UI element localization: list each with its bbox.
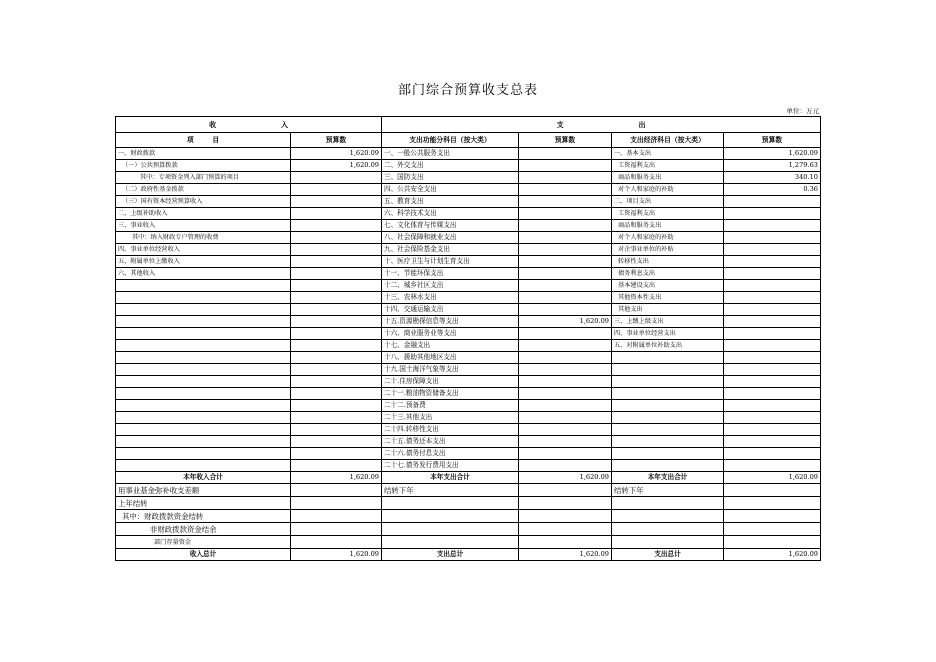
grand-total-row [116, 549, 821, 561]
carry-income-cell: 用事业基金弥补收支差额 [116, 484, 291, 497]
func-item-cell: 十五.资源勘探信息等支出 [382, 316, 519, 328]
func-item-cell: 二十二.预备费 [382, 400, 519, 412]
func-amount-cell [519, 400, 612, 412]
econ-item-cell: 对企事业单位的补贴 [612, 244, 724, 256]
econ-amount-cell [724, 304, 821, 316]
income-amount-cell [291, 196, 382, 208]
econ-amount-cell [724, 196, 821, 208]
item-header-char1: 项 [186, 135, 194, 144]
func-item-cell: 七、文化体育与传媒支出 [382, 220, 519, 232]
income-amount-cell [291, 460, 382, 472]
year-total-row [116, 472, 821, 484]
func-item-cell: 十七、金融支出 [382, 340, 519, 352]
income-header-char2: 入 [280, 120, 288, 129]
func-item-cell: 十九.国土海洋气象等支出 [382, 364, 519, 376]
income-amount-cell [291, 364, 382, 376]
header-row-1 [116, 117, 821, 133]
table-row [116, 304, 821, 316]
table-row [116, 400, 821, 412]
table-row [116, 316, 821, 328]
carry-econ-amount [724, 510, 821, 523]
carry-income-cell: 部门存量资金 [116, 536, 291, 549]
carry-row [116, 484, 821, 497]
func-item-cell: 二十七.债务发行费用支出 [382, 460, 519, 472]
func-item-cell: 二十三.其他支出 [382, 412, 519, 424]
econ-amount-cell [724, 232, 821, 244]
carry-econ-cell [612, 497, 724, 510]
table-row [116, 244, 821, 256]
econ-item-cell: 基本建设支出 [612, 280, 724, 292]
income-amount-cell [291, 400, 382, 412]
income-item-cell [116, 364, 291, 376]
table-row [116, 448, 821, 460]
income-item-cell [116, 448, 291, 460]
income-amount-cell [291, 352, 382, 364]
econ-amount-cell [724, 448, 821, 460]
func-item-cell: 二十.住房保障支出 [382, 376, 519, 388]
func-item-cell: 二十一.粮油物资储备支出 [382, 388, 519, 400]
income-amount-cell [291, 256, 382, 268]
econ-item-cell: 对个人和家庭的补助 [612, 184, 724, 196]
carry-row [116, 510, 821, 523]
econ-amount-cell: 0.36 [724, 184, 821, 196]
income-item-cell: 六、其他收入 [116, 268, 291, 280]
income-item-cell [116, 280, 291, 292]
econ-item-cell [612, 352, 724, 364]
func-amount-cell [519, 160, 612, 172]
econ-item-cell: 三、上缴上级支出 [612, 316, 724, 328]
econ-budget-header: 预算数 [724, 133, 821, 148]
year-total-func-amt: 1,620.09 [519, 472, 612, 484]
income-amount-cell [291, 448, 382, 460]
table-row [116, 172, 821, 184]
func-item-cell: 十二、城乡社区支出 [382, 280, 519, 292]
econ-item-cell [612, 436, 724, 448]
table-row [116, 388, 821, 400]
table-row [116, 340, 821, 352]
carry-row [116, 497, 821, 510]
income-amount-cell: 1,620.09 [291, 148, 382, 160]
econ-item-cell: 其他资本性支出 [612, 292, 724, 304]
grand-total-inc-label: 收入总计 [116, 549, 291, 561]
econ-amount-cell [724, 316, 821, 328]
income-item-cell: 四、事业单位经营收入 [116, 244, 291, 256]
income-item-cell [116, 304, 291, 316]
income-budget-header: 预算数 [291, 133, 382, 148]
carry-income-amount [291, 484, 382, 497]
table-row [116, 436, 821, 448]
income-amount-cell [291, 412, 382, 424]
table-row [116, 460, 821, 472]
func-item-cell: 三、国防支出 [382, 172, 519, 184]
income-amount-cell [291, 232, 382, 244]
table-row [116, 376, 821, 388]
carry-func-amount [519, 484, 612, 497]
func-amount-cell [519, 208, 612, 220]
carry-income-amount [291, 536, 382, 549]
budget-summary-table [115, 116, 821, 561]
func-amount-cell [519, 388, 612, 400]
income-item-cell [116, 340, 291, 352]
func-item-cell: 四、公共安全支出 [382, 184, 519, 196]
econ-amount-cell [724, 328, 821, 340]
year-total-econ-label: 本年支出合计 [612, 472, 724, 484]
grand-total-func-label: 支出总计 [382, 549, 519, 561]
income-amount-cell [291, 436, 382, 448]
expense-header-char2: 出 [638, 120, 646, 129]
table-row [116, 328, 821, 340]
carry-econ-amount [724, 484, 821, 497]
func-item-cell: 五、教育支出 [382, 196, 519, 208]
econ-amount-cell [724, 412, 821, 424]
table-row [116, 292, 821, 304]
table-row [116, 184, 821, 196]
income-amount-cell [291, 340, 382, 352]
econ-amount-cell [724, 400, 821, 412]
table-row [116, 208, 821, 220]
income-item-cell: 一、财政拨款 [116, 148, 291, 160]
carry-func-cell [382, 497, 519, 510]
econ-amount-cell [724, 388, 821, 400]
income-item-cell: 其中：专项资金列入部门预算的项目 [116, 172, 291, 184]
econ-amount-cell [724, 268, 821, 280]
unit-label: 单位：万元 [786, 107, 819, 115]
func-amount-cell [519, 184, 612, 196]
table-row [116, 256, 821, 268]
income-amount-cell [291, 184, 382, 196]
func-budget-header: 预算数 [519, 133, 612, 148]
income-amount-cell [291, 220, 382, 232]
grand-total-econ-amt: 1,620.09 [724, 549, 821, 561]
func-amount-cell [519, 460, 612, 472]
econ-amount-cell [724, 424, 821, 436]
income-item-cell [116, 412, 291, 424]
income-amount-cell [291, 292, 382, 304]
income-amount-cell [291, 388, 382, 400]
func-amount-cell [519, 232, 612, 244]
econ-item-cell: 对个人和家庭的补助 [612, 232, 724, 244]
income-item-cell [116, 424, 291, 436]
econ-item-cell [612, 424, 724, 436]
func-amount-cell [519, 364, 612, 376]
grand-total-inc-amt: 1,620.09 [291, 549, 382, 561]
func-item-cell: 八、社会保障和就业支出 [382, 232, 519, 244]
table-row [116, 412, 821, 424]
func-item-cell: 二十四.转移性支出 [382, 424, 519, 436]
table-row [116, 148, 821, 160]
year-total-econ-amt: 1,620.09 [724, 472, 821, 484]
econ-item-cell [612, 412, 724, 424]
econ-amount-cell: 1,279.63 [724, 160, 821, 172]
income-item-cell: 其中：纳入财政专户管理的收费 [116, 232, 291, 244]
carry-econ-cell [612, 510, 724, 523]
table-row [116, 232, 821, 244]
func-class-header: 支出功能分科目（按大类） [382, 133, 519, 148]
econ-item-cell [612, 460, 724, 472]
carry-econ-amount [724, 523, 821, 536]
income-item-cell: （二）政府性基金拨款 [116, 184, 291, 196]
grand-total-econ-label: 支出总计 [612, 549, 724, 561]
func-amount-cell [519, 304, 612, 316]
carry-func-amount [519, 510, 612, 523]
income-amount-cell [291, 316, 382, 328]
econ-item-cell: 二、项目支出 [612, 196, 724, 208]
econ-amount-cell [724, 256, 821, 268]
page-title: 部门综合预算收支总表 [397, 83, 538, 98]
table-row [116, 352, 821, 364]
grand-total-func-amt: 1,620.09 [519, 549, 612, 561]
econ-item-cell: 一、基本支出 [612, 148, 724, 160]
income-item-cell [116, 436, 291, 448]
econ-amount-cell [724, 220, 821, 232]
econ-item-cell [612, 400, 724, 412]
econ-item-cell: 工资福利支出 [612, 208, 724, 220]
econ-amount-cell: 340.10 [724, 172, 821, 184]
func-amount-cell [519, 328, 612, 340]
econ-amount-cell [724, 208, 821, 220]
income-amount-cell [291, 376, 382, 388]
econ-amount-cell [724, 352, 821, 364]
item-column-header [116, 133, 291, 148]
func-amount-cell [519, 172, 612, 184]
income-amount-cell [291, 268, 382, 280]
func-item-cell: 二十五.债务还本支出 [382, 436, 519, 448]
econ-item-cell [612, 388, 724, 400]
func-amount-cell [519, 268, 612, 280]
econ-item-cell: 五、对附属单位补助支出 [612, 340, 724, 352]
econ-item-cell: 商品和服务支出 [612, 172, 724, 184]
func-amount-cell [519, 412, 612, 424]
carry-income-cell: 其中：财政拨款资金结转 [116, 510, 291, 523]
carry-econ-cell: 结转下年 [612, 484, 724, 497]
econ-class-header: 支出经济科目（按大类） [612, 133, 724, 148]
econ-item-cell: 转移性支出 [612, 256, 724, 268]
func-amount-cell [519, 376, 612, 388]
func-amount-cell [519, 244, 612, 256]
econ-item-cell: 四、事业单位经营支出 [612, 328, 724, 340]
econ-item-cell [612, 376, 724, 388]
func-item-cell: 十、医疗卫生与计划生育支出 [382, 256, 519, 268]
econ-item-cell [612, 364, 724, 376]
carry-income-cell: 上年结转 [116, 497, 291, 510]
income-item-cell [116, 292, 291, 304]
income-item-cell: （一）公共预算拨款 [116, 160, 291, 172]
econ-amount-cell [724, 436, 821, 448]
income-amount-cell [291, 208, 382, 220]
item-header-char2: 目 [212, 135, 220, 144]
carry-econ-cell [612, 523, 724, 536]
func-amount-cell [519, 256, 612, 268]
income-item-cell [116, 352, 291, 364]
income-amount-cell [291, 172, 382, 184]
func-amount-cell [519, 340, 612, 352]
func-item-cell: 二十六.债务付息支出 [382, 448, 519, 460]
table-row [116, 424, 821, 436]
econ-item-cell: 债务利息支出 [612, 268, 724, 280]
income-amount-cell [291, 280, 382, 292]
income-item-cell: 五、附属单位上缴收入 [116, 256, 291, 268]
func-item-cell: 十八、援助其他地区支出 [382, 352, 519, 364]
year-total-inc-amt: 1,620.09 [291, 472, 382, 484]
income-amount-cell: 1,620.09 [291, 160, 382, 172]
carry-func-cell [382, 536, 519, 549]
table-row [116, 280, 821, 292]
carry-row [116, 536, 821, 549]
header-row-2 [116, 133, 821, 148]
econ-item-cell: 工资福利支出 [612, 160, 724, 172]
carry-func-amount [519, 523, 612, 536]
carry-func-amount [519, 536, 612, 549]
carry-econ-amount [724, 497, 821, 510]
econ-item-cell: 其他支出 [612, 304, 724, 316]
econ-amount-cell [724, 244, 821, 256]
carry-func-amount [519, 497, 612, 510]
table-row [116, 268, 821, 280]
func-amount-cell [519, 292, 612, 304]
func-item-cell: 十四、交通运输支出 [382, 304, 519, 316]
func-item-cell: 十一、节能环保支出 [382, 268, 519, 280]
expense-header [382, 117, 821, 133]
econ-amount-cell [724, 280, 821, 292]
func-amount-cell [519, 352, 612, 364]
income-amount-cell [291, 424, 382, 436]
func-item-cell: 十六、商业服务业等支出 [382, 328, 519, 340]
income-item-cell: 三、事业收入 [116, 220, 291, 232]
income-item-cell: 二、上级补助收入 [116, 208, 291, 220]
func-item-cell: 九、社会保险基金支出 [382, 244, 519, 256]
income-amount-cell [291, 304, 382, 316]
carry-func-cell [382, 523, 519, 536]
func-amount-cell [519, 196, 612, 208]
table-row [116, 196, 821, 208]
econ-amount-cell [724, 364, 821, 376]
income-item-cell [116, 388, 291, 400]
carry-income-amount [291, 510, 382, 523]
econ-amount-cell [724, 292, 821, 304]
carry-func-cell: 结转下年 [382, 484, 519, 497]
func-item-cell: 一、一般公共服务支出 [382, 148, 519, 160]
income-amount-cell [291, 328, 382, 340]
carry-income-amount [291, 497, 382, 510]
income-item-cell [116, 328, 291, 340]
year-total-func-label: 本年支出合计 [382, 472, 519, 484]
func-amount-cell [519, 220, 612, 232]
table-row [116, 364, 821, 376]
expense-header-char1: 支 [556, 120, 564, 129]
income-amount-cell [291, 244, 382, 256]
carry-econ-cell [612, 536, 724, 549]
func-amount-cell: 1,620.09 [519, 316, 612, 328]
func-amount-cell [519, 424, 612, 436]
econ-amount-cell: 1,620.09 [724, 148, 821, 160]
income-item-cell: （三）国有资本经营预算收入 [116, 196, 291, 208]
income-item-cell [116, 316, 291, 328]
func-amount-cell [519, 148, 612, 160]
carry-func-cell [382, 510, 519, 523]
econ-item-cell [612, 448, 724, 460]
income-header [116, 117, 382, 133]
econ-item-cell: 商品和服务支出 [612, 220, 724, 232]
table-row [116, 160, 821, 172]
income-item-cell [116, 460, 291, 472]
econ-amount-cell [724, 460, 821, 472]
func-amount-cell [519, 436, 612, 448]
income-header-char1: 收 [209, 120, 217, 129]
econ-amount-cell [724, 340, 821, 352]
func-item-cell: 六、科学技术支出 [382, 208, 519, 220]
income-item-cell [116, 376, 291, 388]
carry-econ-amount [724, 536, 821, 549]
income-item-cell [116, 400, 291, 412]
carry-income-cell: 非财政拨款资金结余 [116, 523, 291, 536]
econ-amount-cell [724, 376, 821, 388]
carry-row [116, 523, 821, 536]
func-amount-cell [519, 280, 612, 292]
carry-income-amount [291, 523, 382, 536]
table-row [116, 220, 821, 232]
func-item-cell: 二、外交支出 [382, 160, 519, 172]
year-total-inc-label: 本年收入合计 [116, 472, 291, 484]
func-amount-cell [519, 448, 612, 460]
func-item-cell: 十三、农林水支出 [382, 292, 519, 304]
